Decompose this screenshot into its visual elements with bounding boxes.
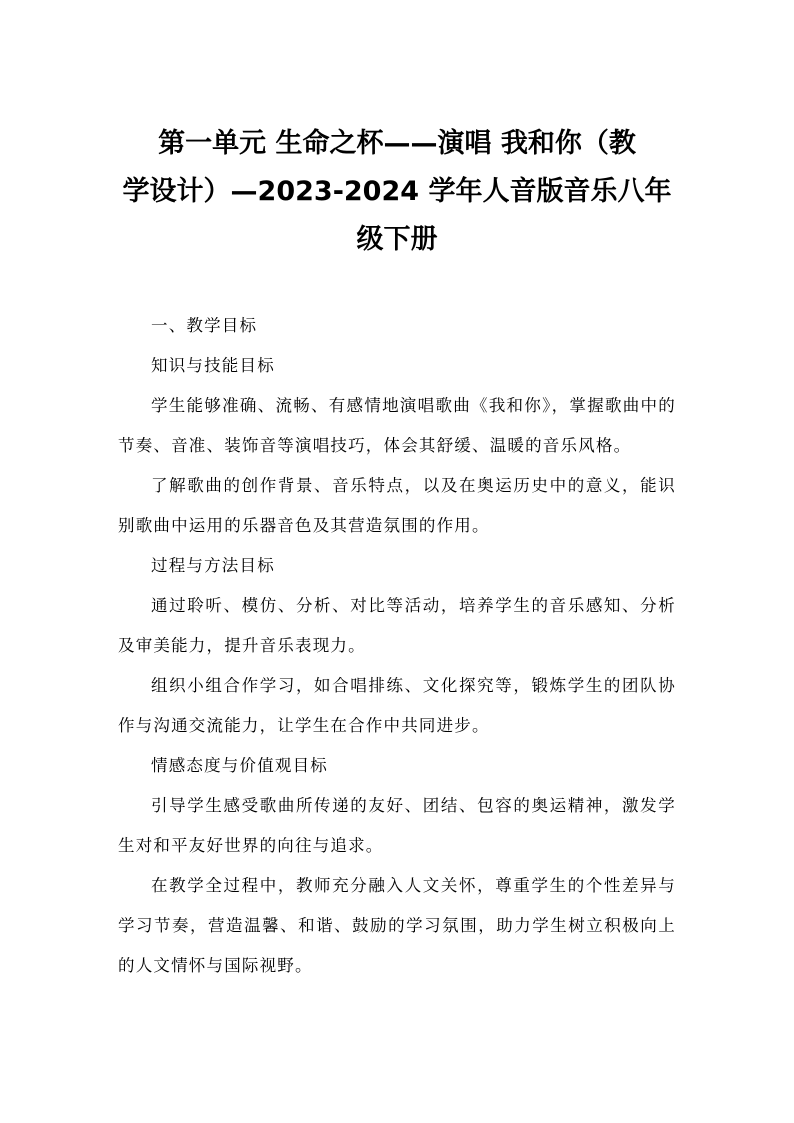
paragraph-knowledge-1: 学生能够准确、流畅、有感情地演唱歌曲《我和你》，掌握歌曲中的节奏、音准、装饰音等演唱技巧，体会其舒缓、温暖的音乐风格。	[118, 396, 676, 455]
paragraph-process-1: 通过聆听、模仿、分析、对比等活动，培养学生的音乐感知、分析及审美能力，提升音乐表现力。	[118, 596, 676, 655]
subheading-emotion-values: 情感态度与价值观目标	[151, 756, 328, 775]
title-line-1: 第一单元 生命之杯——演唱 我和你（教	[158, 128, 636, 159]
title-line-2: 学设计）—2023-2024 学年人音版音乐八年	[122, 176, 672, 207]
paragraph-knowledge-2: 了解歌曲的创作背景、音乐特点，以及在奥运历史中的意义，能识别歌曲中运用的乐器音色及其营造氛围的作用。	[118, 476, 676, 535]
title-line-3: 级下册	[356, 224, 438, 255]
paragraph-emotion-1: 引导学生感受歌曲所传递的友好、团结、包容的奥运精神，激发学生对和平友好世界的向往与追求。	[118, 796, 676, 855]
paragraph-emotion-2: 在教学全过程中，教师充分融入人文关怀，尊重学生的个性差异与学习节奏，营造温馨、和谐、鼓励的学习氛围，助力学生树立积极向上的人文情怀与国际视野。	[118, 876, 676, 975]
document-title	[118, 120, 676, 264]
section-heading-teaching-goals: 一、教学目标	[151, 316, 258, 335]
subheading-process-methods: 过程与方法目标	[151, 556, 275, 575]
paragraph-process-2: 组织小组合作学习，如合唱排练、文化探究等，锻炼学生的团队协作与沟通交流能力，让学生在合作中共同进步。	[118, 676, 676, 735]
document-body	[118, 306, 676, 986]
subheading-knowledge-skills: 知识与技能目标	[151, 356, 275, 375]
